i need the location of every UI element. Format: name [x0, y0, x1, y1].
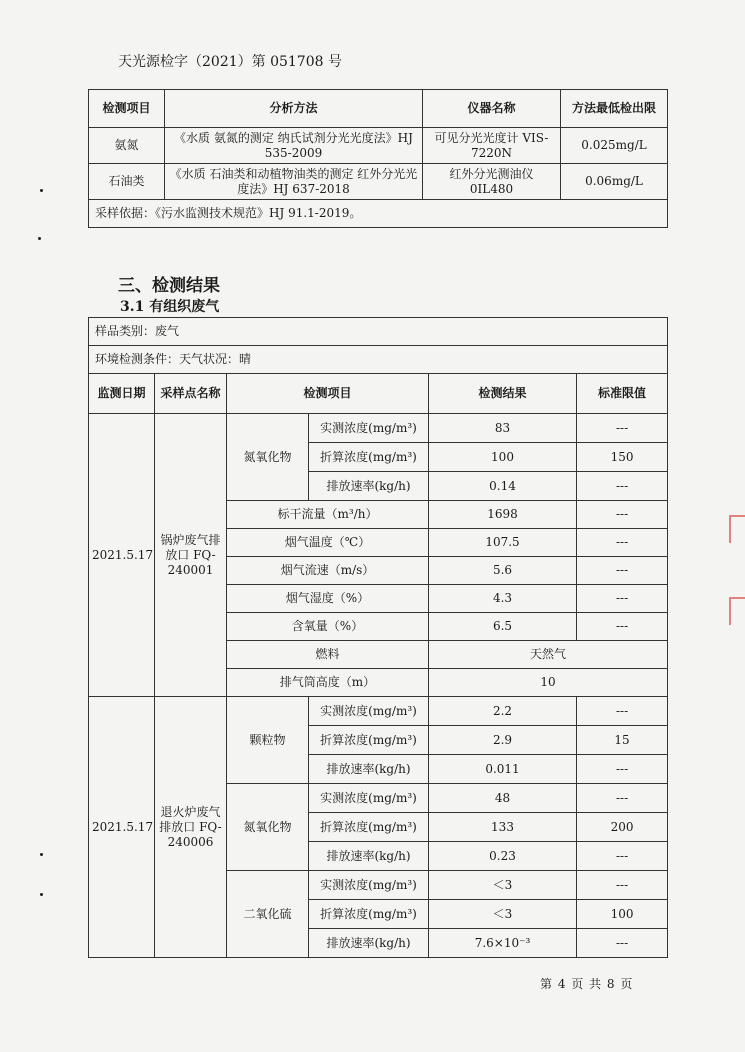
param: 折算浓度(mg/m³) — [309, 726, 429, 755]
table-cell: 0.06mg/L — [561, 164, 668, 200]
result: 0.14 — [429, 472, 577, 501]
result: 6.5 — [429, 613, 577, 641]
limit: 150 — [577, 443, 668, 472]
result: 100 — [429, 443, 577, 472]
monitor-date: 2021.5.17 — [89, 697, 155, 958]
result: 133 — [429, 813, 577, 842]
limit: --- — [577, 501, 668, 529]
result: 83 — [429, 414, 577, 443]
sampling-site: 退火炉废气排放口 FQ-240006 — [155, 697, 227, 958]
result: 0.011 — [429, 755, 577, 784]
result: 2.2 — [429, 697, 577, 726]
result: 2.9 — [429, 726, 577, 755]
sample-type: 样品类别：废气 — [89, 318, 668, 346]
table-cell: 红外分光测油仪 0IL480 — [423, 164, 561, 200]
param: 实测浓度(mg/m³) — [309, 697, 429, 726]
param: 排放速率(kg/h) — [309, 755, 429, 784]
param: 排放速率(kg/h) — [309, 842, 429, 871]
section-title: 三、检测结果 — [118, 276, 220, 296]
scan-dot — [40, 853, 43, 856]
stack-height-value: 10 — [429, 669, 668, 697]
limit: --- — [577, 414, 668, 443]
param: 烟气流速（m/s） — [227, 557, 429, 585]
param: 含氧量（%） — [227, 613, 429, 641]
limit: 200 — [577, 813, 668, 842]
result: 4.3 — [429, 585, 577, 613]
scan-dot — [40, 189, 43, 192]
param: 折算浓度(mg/m³) — [309, 813, 429, 842]
sampling-site: 锅炉废气排放口 FQ-240001 — [155, 414, 227, 697]
header-item: 检测项目 — [227, 374, 429, 414]
result: 48 — [429, 784, 577, 813]
result: ＜3 — [429, 900, 577, 929]
limit: --- — [577, 585, 668, 613]
table-cell: 氨氮 — [89, 128, 165, 164]
header-date: 监测日期 — [89, 374, 155, 414]
result: 107.5 — [429, 529, 577, 557]
fuel-value: 天然气 — [429, 641, 668, 669]
table-cell: 《水质 石油类和动植物油类的测定 红外分光光度法》HJ 637-2018 — [165, 164, 423, 200]
stack-height-label: 排气筒高度（m） — [227, 669, 429, 697]
limit: --- — [577, 557, 668, 585]
result: 5.6 — [429, 557, 577, 585]
page-footer: 第 4 页 共 8 页 — [540, 977, 634, 991]
header-instrument: 仪器名称 — [423, 90, 561, 128]
limit: --- — [577, 871, 668, 900]
limit: --- — [577, 755, 668, 784]
table-cell: 《水质 氨氮的测定 纳氏试剂分光光度法》HJ 535-2009 — [165, 128, 423, 164]
param: 实测浓度(mg/m³) — [309, 414, 429, 443]
pollutant-name: 氮氧化物 — [227, 414, 309, 501]
result: 1698 — [429, 501, 577, 529]
param: 实测浓度(mg/m³) — [309, 871, 429, 900]
seal-edge-mark — [729, 515, 745, 543]
limit: --- — [577, 929, 668, 958]
scan-dot — [40, 893, 43, 896]
pollutant-name: 颗粒物 — [227, 697, 309, 784]
result: 7.6×10⁻³ — [429, 929, 577, 958]
results-table — [88, 317, 668, 958]
sampling-basis: 采样依据：《污水监测技术规范》HJ 91.1-2019。 — [89, 200, 668, 228]
limit: --- — [577, 697, 668, 726]
subsection-title: 3.1 有组织废气 — [120, 299, 220, 315]
scan-dot — [38, 237, 41, 240]
table-cell: 0.025mg/L — [561, 128, 668, 164]
header-limit: 标准限值 — [577, 374, 668, 414]
report-number: 天光源检字（2021）第 051708 号 — [118, 54, 342, 70]
limit: --- — [577, 613, 668, 641]
table-cell: 可见分光光度计 VIS-7220N — [423, 128, 561, 164]
env-condition: 环境检测条件：天气状况：晴 — [89, 346, 668, 374]
method-table — [88, 89, 668, 228]
fuel-label: 燃料 — [227, 641, 429, 669]
param: 烟气温度（℃） — [227, 529, 429, 557]
limit: --- — [577, 472, 668, 501]
param: 实测浓度(mg/m³) — [309, 784, 429, 813]
limit: --- — [577, 784, 668, 813]
param: 排放速率(kg/h) — [309, 472, 429, 501]
pollutant-name: 氮氧化物 — [227, 784, 309, 871]
monitor-date: 2021.5.17 — [89, 414, 155, 697]
result: ＜3 — [429, 871, 577, 900]
param: 烟气湿度（%） — [227, 585, 429, 613]
seal-edge-mark — [729, 597, 745, 625]
header-item: 检测项目 — [89, 90, 165, 128]
header-method: 分析方法 — [165, 90, 423, 128]
header-result: 检测结果 — [429, 374, 577, 414]
table-cell: 石油类 — [89, 164, 165, 200]
header-limit: 方法最低检出限 — [561, 90, 668, 128]
limit: 100 — [577, 900, 668, 929]
limit: --- — [577, 529, 668, 557]
limit: --- — [577, 842, 668, 871]
param: 折算浓度(mg/m³) — [309, 900, 429, 929]
param: 折算浓度(mg/m³) — [309, 443, 429, 472]
limit: 15 — [577, 726, 668, 755]
param: 排放速率(kg/h) — [309, 929, 429, 958]
param: 标干流量（m³/h） — [227, 501, 429, 529]
result: 0.23 — [429, 842, 577, 871]
pollutant-name: 二氧化硫 — [227, 871, 309, 958]
header-site: 采样点名称 — [155, 374, 227, 414]
